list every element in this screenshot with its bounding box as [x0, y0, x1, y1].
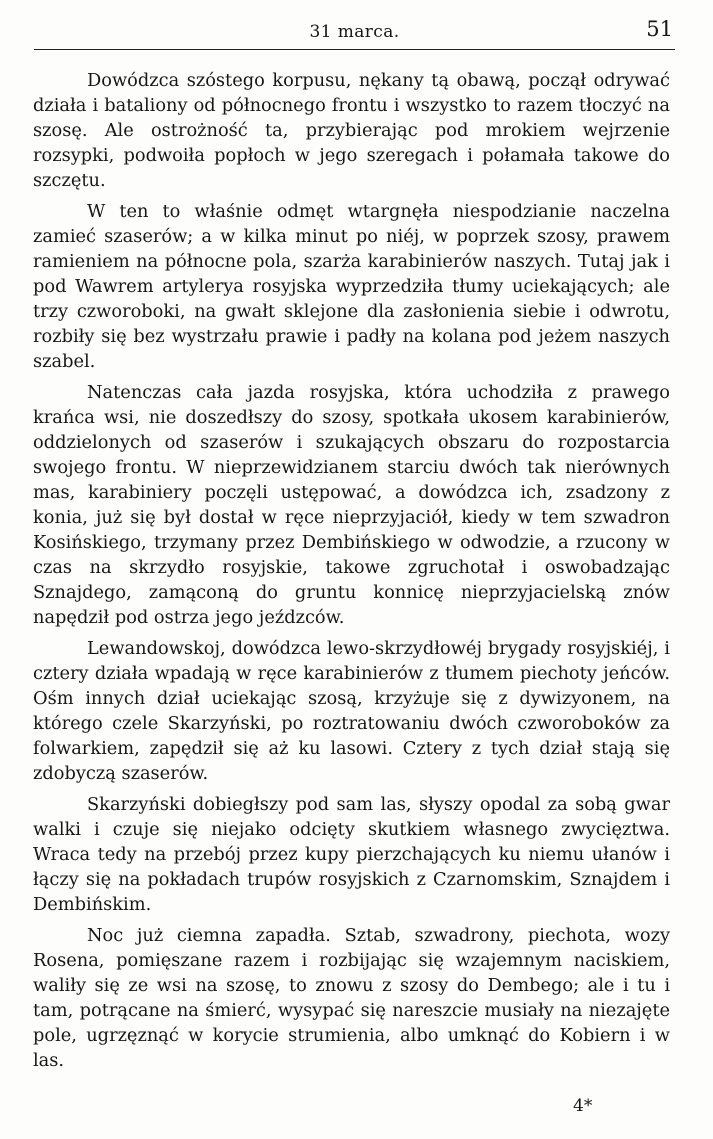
paragraph: Lewandowskoj, dowódzca lewo-skrzydłowéj brygady rosyjskiéj, i cztery działa wpadają w ręce karabinierów z tłumem piechoty jeńców. Ośm innych dział uciekając szosą, krzyżuje się z dywizyonem, na którego czele Skarzyński, po roztratowaniu dwóch czworoboków za folwarkiem, zapędził się aż ku lasowi. Cztery z tych dział stają się zdobyczą szaserów.: [33, 638, 670, 784]
page-number: 51: [646, 17, 673, 41]
running-title: 31 marca.: [309, 22, 400, 42]
paragraph: W ten to właśnie odmęt wtargnęła niespodzianie naczelna zamieć szaserów; a w kilka minut po niéj, w poprzek szosy, prawem ramieniem na północne pola, szarża karabinierów naszych. Tutaj jak i pod Wawrem artylerya rosyjska wyprzedziła tłumy uciekających; ale trzy czworoboki, na gwałt sklejone dla zasłonienia siebie i odwrotu, rozbiły się bez wystrzału prawie i padły na kolana pod jeżem naszych szabel.: [33, 201, 670, 372]
paragraph: Noc już ciemna zapadła. Sztab, szwadrony, piechota, wozy Rosena, pomięszane razem i rozbijając się wzajemnym naciskiem, waliły się ze wsi na szosę, to znowu z szosy do Dembego; ale i tu i tam, potrącane na śmierć, wysypać się nareszcie musiały na niezajęte pole, ugrzęznąć w korycie strumienia, albo umknąć do Kobiern i w las.: [33, 925, 670, 1071]
body-text: [33, 68, 670, 1079]
running-header: [34, 14, 675, 48]
paragraph: Natenczas cała jazda rosyjska, która uchodziła z prawego krańca wsi, nie doszedłszy do szosy, spotkała ukosem karabinierów, oddzielonych od szaserów i szukających obszaru do rozpostarcia swojego frontu. W nieprzewidzianem starciu dwóch tak nierównych mas, karabiniery poczęli ustępować, a dowódzca ich, zsadzony z konia, już się był dostał w ręce nieprzyjaciół, kiedy w tem szwadron Kosińskiego, trzymany przez Dembińskiego w odwodzie, a rzucony w czas na skrzydło rosyjskie, takowe zgruchotał i oswobadzając Sznajdego, zamąconą do gruntu konnicę nieprzyjacielską znów napędził pod ostrza jego jeźdzców.: [33, 382, 670, 628]
paragraph: Skarzyński dobiegłszy pod sam las, słyszy opodal za sobą gwar walki i czuje się niejako odcięty skutkiem własnego zwycięztwa. Wraca tedy na przebój przez kupy pierzchających ku niemu ułanów i łączy się na pokładach trupów rosyjskich z Czarnomskim, Sznajdem i Dembińskim.: [33, 794, 670, 915]
signature-mark: 4*: [573, 1096, 593, 1116]
paragraph: Dowódzca szóstego korpusu, nękany tą obawą, począł odrywać działa i bataliony od północnego frontu i wszystko to razem tłoczyć na szosę. Ale ostrożność ta, przybierając pod mrokiem wejrzenie rozsypki, podwoiła popłoch w jego szeregach i połamała takowe do szczętu.: [33, 70, 670, 191]
header-rule: [34, 49, 675, 50]
